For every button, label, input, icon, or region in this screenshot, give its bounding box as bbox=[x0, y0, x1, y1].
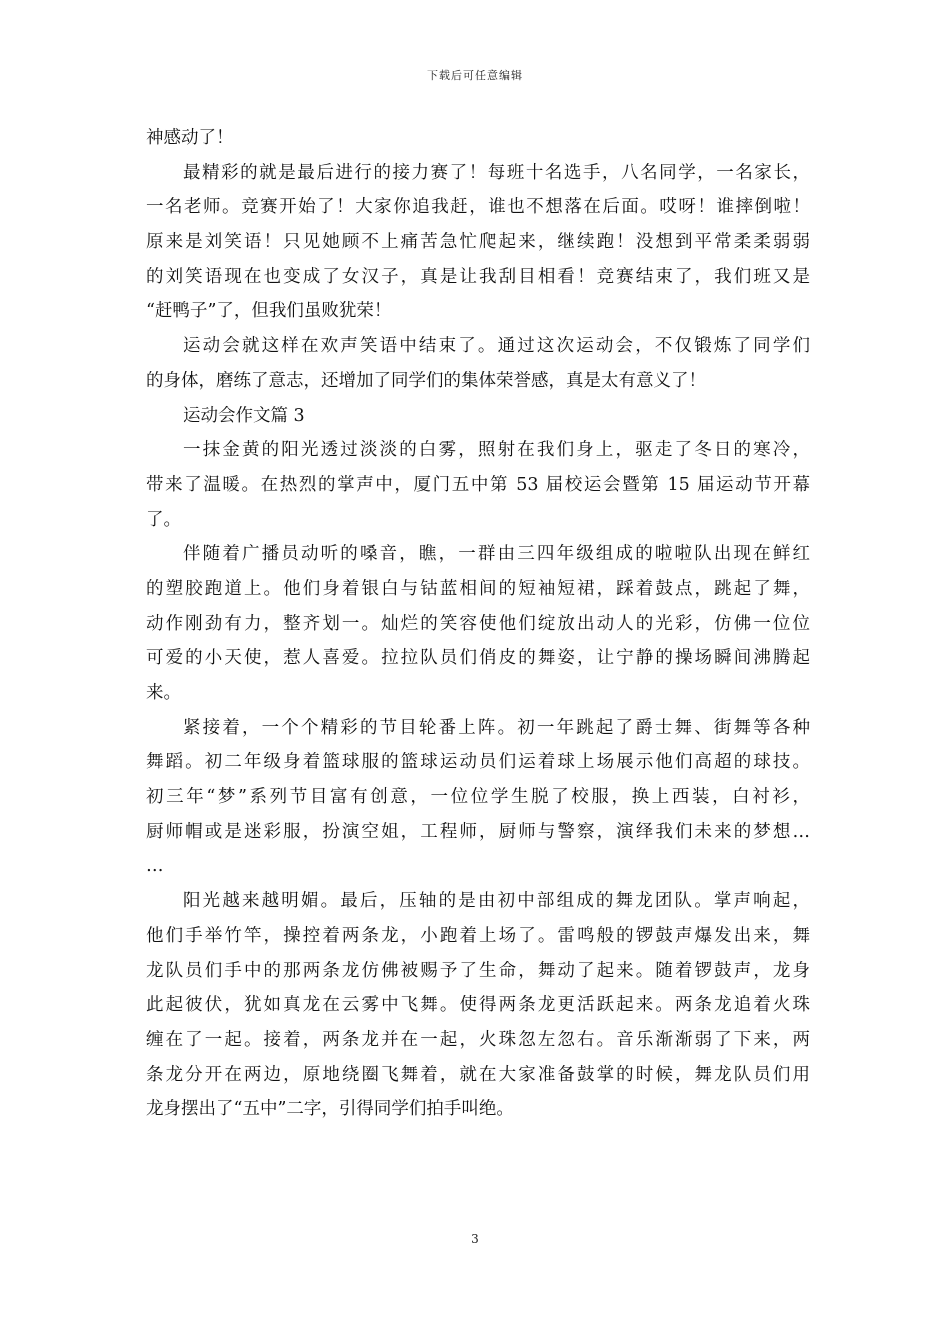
text-line: 舞蹈。初二年级身着篮球服的篮球运动员们运着球上场展示他们高超的球技。 bbox=[146, 752, 810, 773]
text-line: 此起彼伏，犹如真龙在云雾中飞舞。使得两条龙更活跃起来。两条龙追着火珠 bbox=[146, 995, 810, 1016]
text-line: 的塑胶跑道上。他们身着银白与钴蓝相间的短袖短裙，踩着鼓点，跳起了舞， bbox=[146, 578, 810, 599]
paragraph-start-line: 紧接着，一个个精彩的节目轮番上阵。初一年跳起了爵士舞、街舞等各种 bbox=[183, 717, 810, 738]
text-line: 条龙分开在两边，原地绕圈飞舞着，就在大家准备鼓掌的时候，舞龙队员们用 bbox=[146, 1064, 810, 1085]
paragraph-start-line: 运动会就这样在欢声笑语中结束了。通过这次运动会，不仅锻炼了同学们 bbox=[183, 336, 810, 357]
text-line: 缠在了一起。接着，两条龙并在一起，火珠忽左忽右。音乐渐渐弱了下来，两 bbox=[146, 1029, 810, 1050]
text-line: 一名老师。竞赛开始了！大家你追我赶，谁也不想落在后面。哎呀！谁摔倒啦！ bbox=[146, 197, 810, 218]
page-header: 下载后可任意编辑 bbox=[427, 69, 523, 82]
document-body bbox=[146, 121, 810, 1127]
text-line: 龙队员们手中的那两条龙仿佛被赐予了生命，舞动了起来。随着锣鼓声，龙身 bbox=[146, 960, 810, 981]
text-line: 原来是刘笑语！只见她顾不上痛苦急忙爬起来，继续跑！没想到平常柔柔弱弱 bbox=[146, 232, 810, 253]
text-line: 他们手举竹竿，操控着两条龙，小跑着上场了。雷鸣般的锣鼓声爆发出来，舞 bbox=[146, 925, 810, 946]
paragraph-start-line: 最精彩的就是最后进行的接力赛了！每班十名选手，八名同学，一名家长， bbox=[183, 162, 810, 183]
text-line: 厨师帽或是迷彩服，扮演空姐，工程师，厨师与警察，演绎我们未来的梦想… bbox=[146, 821, 810, 842]
text-line: 的身体，磨练了意志，还增加了同学们的集体荣誉感，真是太有意义了！ bbox=[146, 370, 706, 391]
text-line: 龙身摆出了“五中”二字，引得同学们拍手叫绝。 bbox=[146, 1099, 514, 1120]
page-number: 3 bbox=[471, 1232, 479, 1246]
paragraph-start-line: 伴随着广播员动听的嗓音，瞧，一群由三四年级组成的啦啦队出现在鲜红 bbox=[183, 544, 810, 565]
text-line: 带来了温暖。在热烈的掌声中，厦门五中第 53 届校运会暨第 15 届运动节开幕 bbox=[146, 474, 810, 495]
text-line: 动作刚劲有力，整齐划一。灿烂的笑容使他们绽放出动人的光彩，仿佛一位位 bbox=[146, 613, 810, 634]
text-line: “赶鸭子”了，但我们虽败犹荣！ bbox=[146, 301, 392, 322]
paragraph-start-line: 一抹金黄的阳光透过淡淡的白雾，照射在我们身上，驱走了冬日的寒冷， bbox=[183, 440, 810, 461]
text-line: … bbox=[146, 856, 164, 877]
paragraph-start-line: 阳光越来越明媚。最后，压轴的是由初中部组成的舞龙团队。掌声响起， bbox=[183, 891, 810, 912]
text-line: 可爱的小天使，惹人喜爱。拉拉队员们俏皮的舞姿，让宁静的操场瞬间沸腾起 bbox=[146, 648, 810, 669]
section-heading: 运动会作文篇 3 bbox=[183, 405, 305, 426]
text-line: 了。 bbox=[146, 509, 181, 530]
text-line: 神感动了！ bbox=[146, 128, 234, 148]
text-line: 来。 bbox=[146, 683, 181, 703]
text-line: 的刘笑语现在也变成了女汉子，真是让我刮目相看！竞赛结束了，我们班又是 bbox=[146, 266, 810, 287]
text-line: 初三年“梦”系列节目富有创意，一位位学生脱了校服，换上西装，白衬衫， bbox=[146, 787, 810, 808]
